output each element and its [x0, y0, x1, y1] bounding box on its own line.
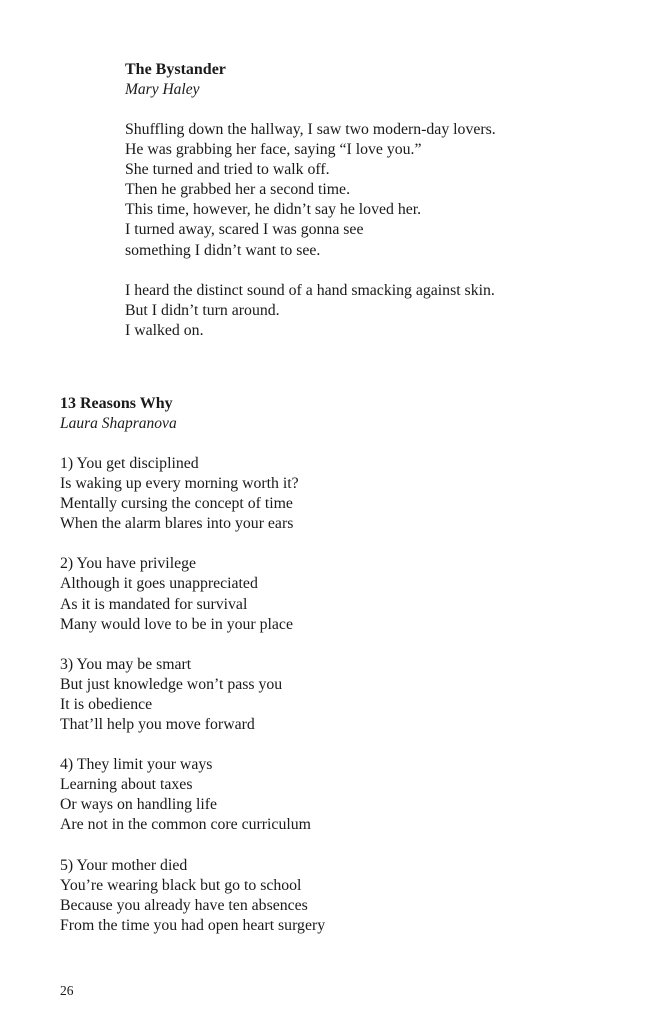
- poem-line: Then he grabbed her a second time.: [125, 181, 351, 199]
- poem-line: As it is mandated for survival: [60, 595, 248, 613]
- poem-line: I walked on.: [125, 321, 204, 339]
- poem-line: 2) You have privilege: [60, 555, 197, 573]
- poem-line: Learning about taxes: [60, 776, 193, 794]
- poem-line: He was grabbing her face, saying “I love you.”: [125, 141, 422, 159]
- poem-line: But I didn’t turn around.: [125, 301, 280, 319]
- poem-author: Laura Shapranova: [60, 415, 177, 432]
- poem-line: I heard the distinct sound of a hand smacking against skin.: [125, 281, 495, 299]
- poem-13-reasons-why: [60, 394, 620, 936]
- poem-the-bystander: [125, 60, 625, 341]
- poem-title: 13 Reasons Why: [60, 395, 173, 412]
- page-number: 26: [60, 983, 74, 998]
- poem-line: 4) They limit your ways: [60, 756, 213, 774]
- poem-line: Because you already have ten absences: [60, 896, 308, 914]
- poem-line: Although it goes unappreciated: [60, 575, 258, 593]
- poem-line: Or ways on handling life: [60, 796, 218, 814]
- poem-line: That’ll help you move forward: [60, 716, 255, 734]
- stanza: [60, 554, 620, 634]
- poem-line: Are not in the common core curriculum: [60, 816, 311, 834]
- poem-title: The Bystander: [125, 61, 226, 78]
- poem-line: But just knowledge won’t pass you: [60, 675, 283, 693]
- poem-line: 3) You may be smart: [60, 655, 192, 673]
- poem-line: Many would love to be in your place: [60, 615, 293, 633]
- poem-line: 1) You get disciplined: [60, 455, 199, 472]
- stanza: [60, 655, 620, 735]
- poem-line: something I didn’t want to see.: [125, 241, 321, 259]
- stanza: [60, 856, 620, 936]
- poem-author: Mary Haley: [125, 81, 200, 98]
- poem-line: Shuffling down the hallway, I saw two modern-day lovers.: [125, 121, 496, 138]
- poem-line: This time, however, he didn’t say he loved her.: [125, 201, 422, 219]
- stanza: [60, 755, 620, 835]
- stanza: [60, 454, 620, 534]
- stanza: [125, 281, 625, 341]
- poem-line: You’re wearing black but go to school: [60, 876, 302, 894]
- stanza: [125, 120, 625, 261]
- poem-line: It is obedience: [60, 695, 153, 713]
- poem-line: She turned and tried to walk off.: [125, 161, 330, 179]
- poem-line: When the alarm blares into your ears: [60, 515, 294, 533]
- poem-line: From the time you had open heart surgery: [60, 916, 326, 934]
- poem-line: I turned away, scared I was gonna see: [125, 221, 364, 239]
- poem-line: Mentally cursing the concept of time: [60, 495, 293, 513]
- poem-line: 5) Your mother died: [60, 856, 188, 874]
- poem-line: Is waking up every morning worth it?: [60, 475, 299, 493]
